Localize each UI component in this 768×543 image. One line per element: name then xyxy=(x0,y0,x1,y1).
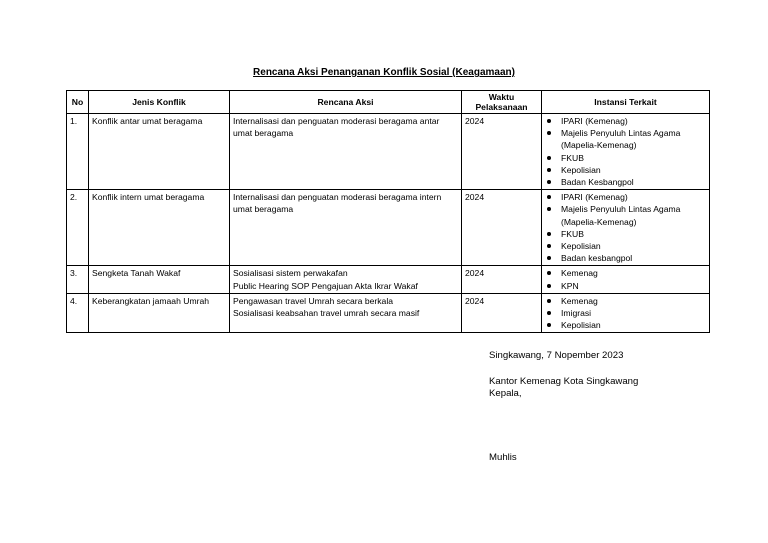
instansi-list-item: Majelis Penyuluh Lintas Agama (Mapelia-Kemenag) xyxy=(545,127,706,151)
document-title: Rencana Aksi Penanganan Konflik Sosial (Keagamaan) xyxy=(253,67,515,78)
header-rencana-aksi: Rencana Aksi xyxy=(230,91,462,114)
cell-no: 4. xyxy=(67,293,89,333)
cell-instansi-terkait xyxy=(542,266,710,293)
instansi-list xyxy=(545,295,706,332)
instansi-list-item: Kepolisian xyxy=(545,164,706,176)
cell-instansi-terkait xyxy=(542,114,710,190)
instansi-list-item: Kemenag xyxy=(545,267,706,279)
instansi-list-item: Kemenag xyxy=(545,295,706,307)
cell-rencana-aksi xyxy=(230,190,462,266)
cell-waktu-pelaksanaan: 2024 xyxy=(462,114,542,190)
table-row xyxy=(67,114,710,190)
instansi-list-item: Badan kesbangpol xyxy=(545,252,706,264)
header-jenis-konflik: Jenis Konflik xyxy=(89,91,230,114)
header-instansi-terkait: Instansi Terkait xyxy=(542,91,710,114)
header-waktu-line1: Waktu xyxy=(488,92,515,102)
cell-no: 2. xyxy=(67,190,89,266)
cell-instansi-terkait xyxy=(542,190,710,266)
header-waktu-line2: Pelaksanaan xyxy=(475,102,528,112)
cell-no: 1. xyxy=(67,114,89,190)
cell-waktu-pelaksanaan: 2024 xyxy=(462,266,542,293)
table-body xyxy=(67,114,710,333)
table-row xyxy=(67,293,710,333)
cell-jenis-konflik: Konflik intern umat beragama xyxy=(89,190,230,266)
header-waktu-pelaksanaan xyxy=(462,91,542,114)
header-no: No xyxy=(67,91,89,114)
instansi-list-item: Kepolisian xyxy=(545,240,706,252)
rencana-aksi-line: Public Hearing SOP Pengajuan Akta Ikrar Wakaf xyxy=(233,280,418,291)
instansi-list xyxy=(545,115,706,188)
rencana-aksi-line: Sosialisasi keabsahan travel umrah secara masif xyxy=(233,308,420,319)
cell-no: 3. xyxy=(67,266,89,293)
instansi-list xyxy=(545,267,706,291)
action-plan-table xyxy=(66,90,710,333)
instansi-list-item: Badan Kesbangpol xyxy=(545,176,706,188)
instansi-list-item: IPARI (Kemenag) xyxy=(545,115,706,127)
rencana-aksi-line: Sosialisasi sistem perwakafan xyxy=(233,268,348,279)
table-row xyxy=(67,266,710,293)
instansi-list-item: FKUB xyxy=(545,228,706,240)
table-header-row xyxy=(67,91,710,114)
instansi-list-item: Kepolisian xyxy=(545,319,706,331)
instansi-list-item: KPN xyxy=(545,280,706,292)
table-row xyxy=(67,190,710,266)
instansi-list-item: FKUB xyxy=(545,152,706,164)
rencana-aksi-line: Internalisasi dan penguatan moderasi beragama antar umat beragama xyxy=(233,116,440,139)
cell-jenis-konflik: Konflik antar umat beragama xyxy=(89,114,230,190)
cell-rencana-aksi xyxy=(230,114,462,190)
rencana-aksi-line: Pengawasan travel Umrah secara berkala xyxy=(233,295,394,306)
cell-jenis-konflik: Keberangkatan jamaah Umrah xyxy=(89,293,230,333)
signature-place-date: Singkawang, 7 Nopember 2023 xyxy=(489,350,624,361)
signature-office: Kantor Kemenag Kota Singkawang xyxy=(489,376,639,387)
instansi-list xyxy=(545,191,706,264)
cell-waktu-pelaksanaan: 2024 xyxy=(462,190,542,266)
instansi-list-item: Majelis Penyuluh Lintas Agama (Mapelia-Kemenag) xyxy=(545,203,706,227)
signature-position: Kepala, xyxy=(489,388,522,399)
instansi-list-item: IPARI (Kemenag) xyxy=(545,191,706,203)
cell-rencana-aksi xyxy=(230,266,462,293)
signature-name: Muhlis xyxy=(489,452,517,463)
cell-jenis-konflik: Sengketa Tanah Wakaf xyxy=(89,266,230,293)
signature-office-block xyxy=(489,376,638,400)
rencana-aksi-line: Internalisasi dan penguatan moderasi beragama intern umat beragama xyxy=(233,192,442,215)
cell-instansi-terkait xyxy=(542,293,710,333)
cell-waktu-pelaksanaan: 2024 xyxy=(462,293,542,333)
instansi-list-item: Imigrasi xyxy=(545,307,706,319)
cell-rencana-aksi xyxy=(230,293,462,333)
